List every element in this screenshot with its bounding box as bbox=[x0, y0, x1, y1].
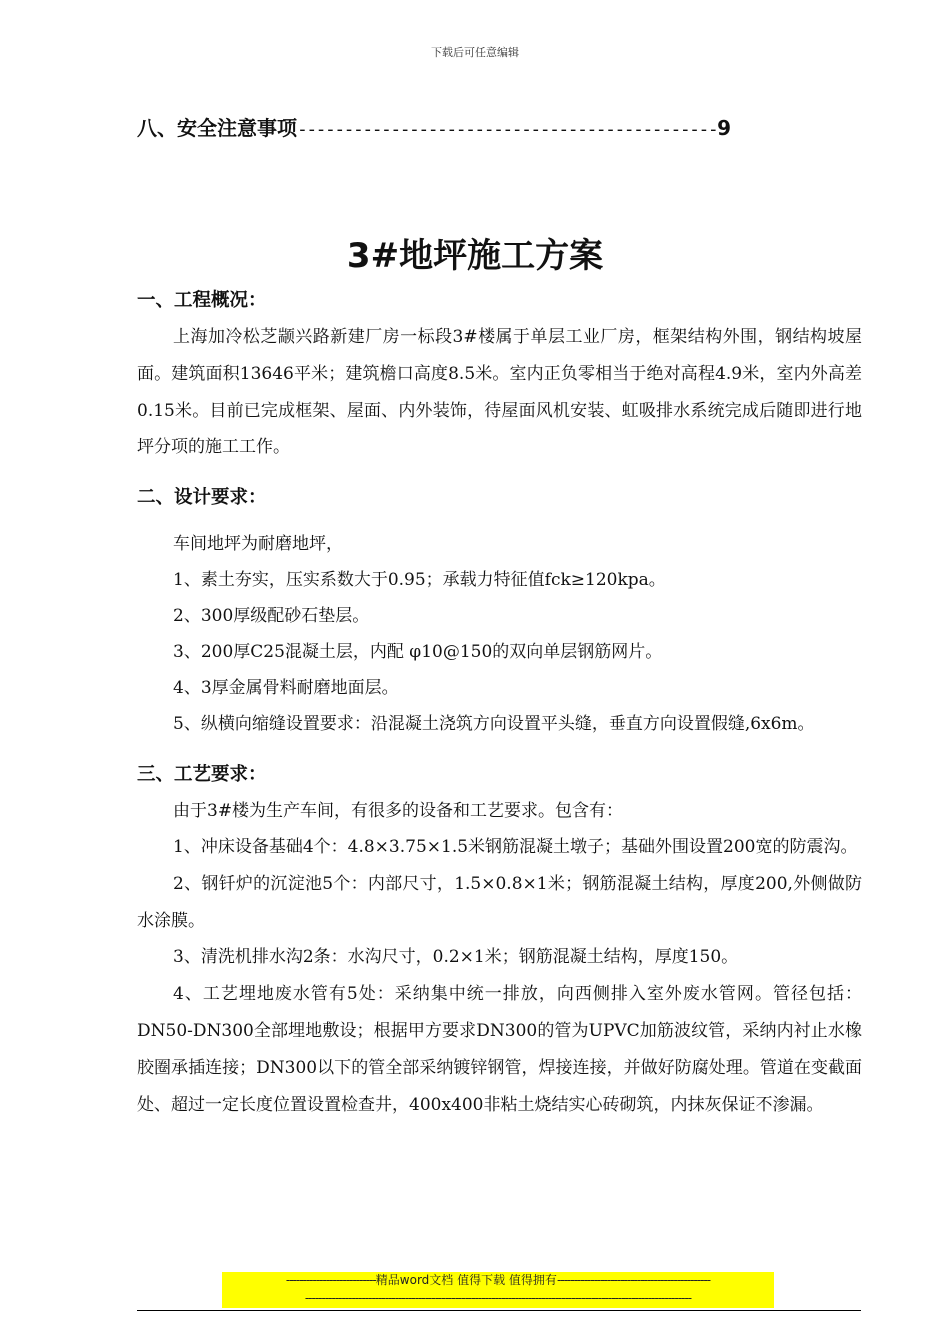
process-intro: 由于3#楼为生产车间，有很多的设备和工艺要求。包含有： bbox=[173, 800, 624, 821]
overview-paragraph: 上海加冷松芝颛兴路新建厂房一标段3#楼属于单层工业厂房，框架结构外围，钢结构坡屋面。建筑面积13646平米；建筑檐口高度8.5米。室内正负零相当于绝对高程4.9米，室内外高差0.15米。目前已完成框架、屋面、内外装饰，待屋面风机安装、虹吸排水系统完成后随即进行地坪分项的施工工作。 bbox=[137, 327, 862, 458]
section-heading-process: 三、工艺要求： bbox=[137, 763, 267, 785]
toc-leader: --------------------------------------------- bbox=[297, 119, 718, 140]
process-item-2: 2、钢钎炉的沉淀池5个：内部尺寸，1.5×0.8×1米；钢筋混凝土结构，厚度200,外侧做防水涂膜。 bbox=[137, 873, 862, 931]
section-heading-overview: 一、工程概况： bbox=[137, 290, 267, 311]
design-item-1: 1、素土夯实，压实系数大于0.95；承载力特征值fck≥120kpa。 bbox=[173, 570, 666, 591]
footer-right-dashes: ---------------------------------------------- bbox=[556, 1273, 711, 1287]
design-item-5: 5、纵横向缩缝设置要求：沿混凝土浇筑方向设置平头缝，垂直方向设置假缝,6x6m。 bbox=[173, 714, 815, 735]
toc-entry-label: 八、安全注意事项 bbox=[137, 116, 297, 140]
process-item-3: 3、清洗机排水沟2条：水沟尺寸，0.2×1米；钢筋混凝土结构，厚度150。 bbox=[173, 947, 739, 968]
footer-banner-line-1 bbox=[222, 1272, 774, 1290]
design-item-2: 2、300厚级配砂石垫层。 bbox=[173, 606, 370, 627]
design-item-4: 4、3厚金属骨料耐磨地面层。 bbox=[173, 678, 399, 699]
document-title: 3#地坪施工方案 bbox=[346, 236, 604, 276]
design-item-3: 3、200厚C25混凝土层，内配 φ10@150的双向单层钢筋网片。 bbox=[173, 642, 663, 663]
footer-divider bbox=[137, 1310, 861, 1311]
footer-banner-text: 精品word文档 值得下载 值得拥有 bbox=[375, 1273, 557, 1287]
process-item-4: 4、工艺埋地废水管有5处：采纳集中统一排放，向西侧排入室外废水管网。管径包括：DN50-DN300全部埋地敷设；根据甲方要求DN300的管为UPVC加筋波纹管，采纳内衬止水橡胶圈承插连接；DN300以下的管全部采纳镀锌钢管，焊接连接，并做好防腐处理。管道在变截面处、超过一定长度位置设置检查井，400x400非粘土烧结实心砖砌筑，内抹灰保证不渗漏。 bbox=[137, 984, 862, 1115]
footer-left-dashes: --------------------------- bbox=[285, 1273, 376, 1287]
footer-banner bbox=[222, 1272, 774, 1308]
page-header: 下载后可任意编辑 bbox=[431, 46, 519, 59]
design-intro: 车间地坪为耐磨地坪， bbox=[173, 534, 343, 555]
section-heading-design: 二、设计要求： bbox=[137, 487, 267, 509]
document-body bbox=[137, 283, 862, 1123]
footer-banner-line-2: -------------------------------------------------------------------------------------------------------------------- bbox=[304, 1291, 692, 1305]
toc-entry[interactable] bbox=[137, 112, 853, 141]
process-item-1: 1、冲床设备基础4个：4.8×3.75×1.5米钢筋混凝土墩子；基础外围设置200宽的防震沟。 bbox=[173, 836, 858, 857]
toc-page-number: 9 bbox=[717, 116, 732, 140]
